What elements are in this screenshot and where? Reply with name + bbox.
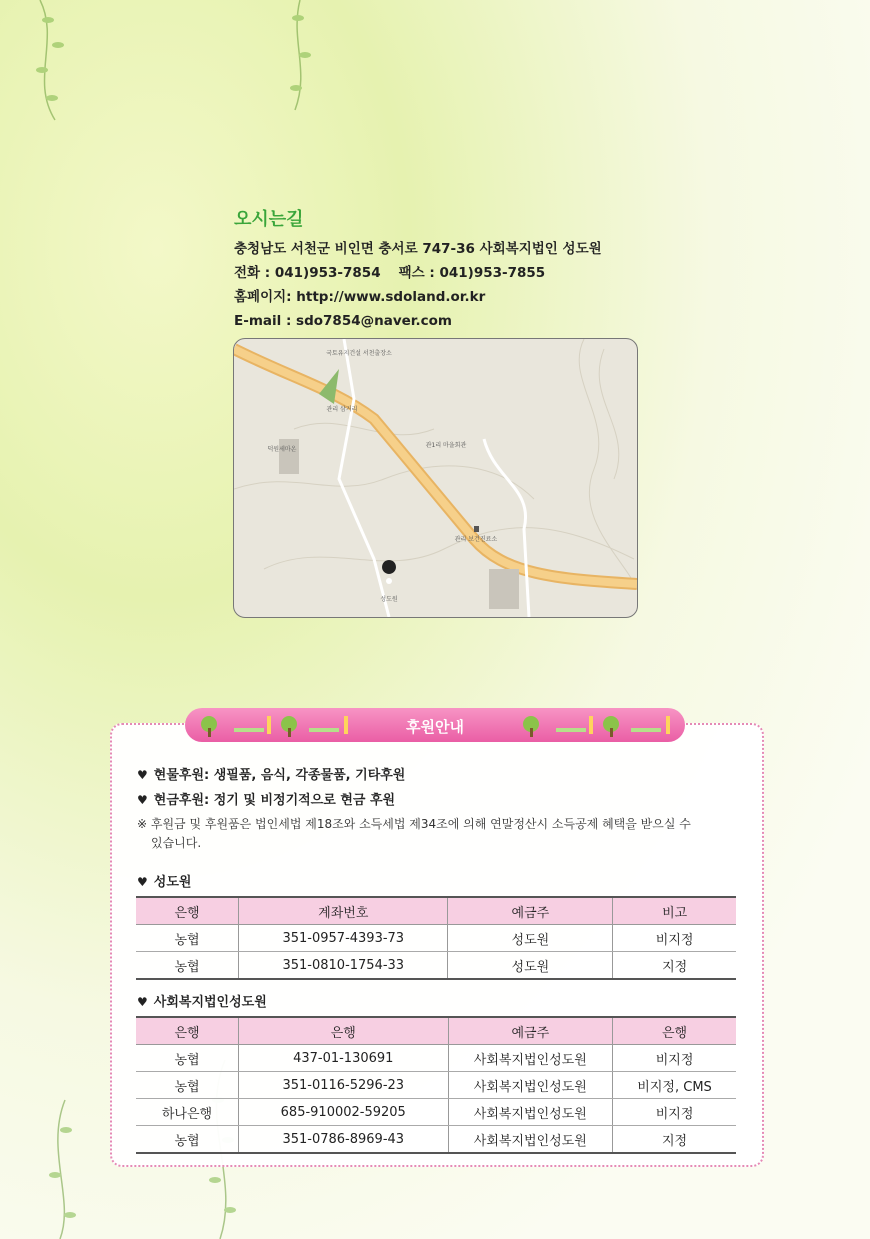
table-cell: 비지정 [613,1099,736,1126]
table-row [136,952,736,980]
table-cell: 비지정 [613,1045,736,1072]
table-cell: 농협 [136,925,239,952]
support-item-text: 현금후원: 정기 및 비정기적으로 현금 후원 [153,793,396,808]
table-row [136,1072,736,1099]
map-label-village-hall: 관1리 마을회관 [425,442,467,449]
heart-icon: ♥ [137,995,148,1009]
tax-note-line: ※ 후원금 및 후원품은 법인세법 제18조와 소득세법 제34조에 의해 연말정산시 소득공제 혜택을 받으실 수 [137,817,691,831]
tax-note [137,815,747,853]
table-cell: 사회복지법인성도원 [448,1072,613,1099]
column-header: 비고 [613,897,736,925]
table-cell: 농협 [136,1126,239,1154]
table-cell: 성도원 [448,925,613,952]
table-header-row [136,1017,736,1045]
table-cell: 비지정 [613,925,736,952]
table-header-row [136,897,736,925]
map-label-west-village: 덕원세마온 [267,446,297,453]
phone-text: 전화 : 041)953-7854 [234,265,381,281]
map-canvas [234,339,637,617]
heart-icon: ♥ [137,793,148,807]
email-link[interactable]: E-mail : sdo7854@naver.com [234,313,452,329]
homepage-link[interactable]: 홈페이지: http://www.sdoland.or.kr [234,289,486,305]
heart-icon: ♥ [137,768,148,782]
table-cell: 351-0116-5296-23 [239,1072,449,1099]
table-cell: 사회복지법인성도원 [448,1099,613,1126]
map-label-office: 국토유지건설 서천출장소 [326,350,392,357]
support-banner-title: 후원안내 [406,718,464,736]
table-cell: 351-0786-8969-43 [239,1126,449,1154]
column-header: 계좌번호 [239,897,448,925]
table-cell: 사회복지법인성도원 [448,1126,613,1154]
tax-note-line: 있습니다. [151,836,202,850]
table-row [136,925,736,952]
support-banner [185,708,685,742]
directions-title: 오시는길 [234,209,304,230]
section-title-text: 성도원 [153,875,192,890]
column-header: 예금주 [448,897,613,925]
address-text: 충청남도 서천군 비인면 충서로 747-36 사회복지법인 성도원 [234,241,602,257]
table-cell: 지정 [613,952,736,980]
table-cell: 성도원 [448,952,613,980]
table-cell: 비지정, CMS [613,1072,736,1099]
tree-decoration-icon [521,712,671,738]
directions-section [234,205,602,333]
table-cell: 농협 [136,1045,239,1072]
account-table-foundation [136,1016,736,1154]
support-item-text: 현물후원: 생필품, 음식, 각종물품, 기타후원 [153,768,406,783]
phone-fax-line [234,261,602,285]
column-header: 예금주 [448,1017,613,1045]
table-cell: 685-910002-59205 [239,1099,449,1126]
table-row [136,1045,736,1072]
heart-icon: ♥ [137,875,148,889]
table-cell: 농협 [136,952,239,980]
map-label-clinic: 관리 보건진료소 [454,536,498,543]
table-cell: 437-01-130691 [239,1045,449,1072]
support-item [137,788,747,813]
fax-text: 팩스 : 041)953-7855 [398,265,546,281]
section-title-text: 사회복지법인성도원 [153,995,267,1010]
table-cell: 351-0957-4393-73 [239,925,448,952]
column-header: 은행 [613,1017,736,1045]
column-header: 은행 [239,1017,449,1045]
table-row [136,1099,736,1126]
table-cell: 사회복지법인성도원 [448,1045,613,1072]
column-header: 은행 [136,1017,239,1045]
table-cell: 농협 [136,1072,239,1099]
table-cell: 351-0810-1754-33 [239,952,448,980]
section-title-foundation [137,991,267,1010]
support-info [137,763,747,853]
table-row [136,1126,736,1154]
table-cell: 지정 [613,1126,736,1154]
section-title-seongdowon [137,871,191,890]
map-label-junction: 관리 삼거리 [326,406,358,413]
support-item [137,763,747,788]
map-label-marker: 성도원 [380,596,398,603]
column-header: 은행 [136,897,239,925]
table-cell: 하나은행 [136,1099,239,1126]
location-map[interactable] [233,338,638,618]
account-table-seongdowon [136,896,736,980]
